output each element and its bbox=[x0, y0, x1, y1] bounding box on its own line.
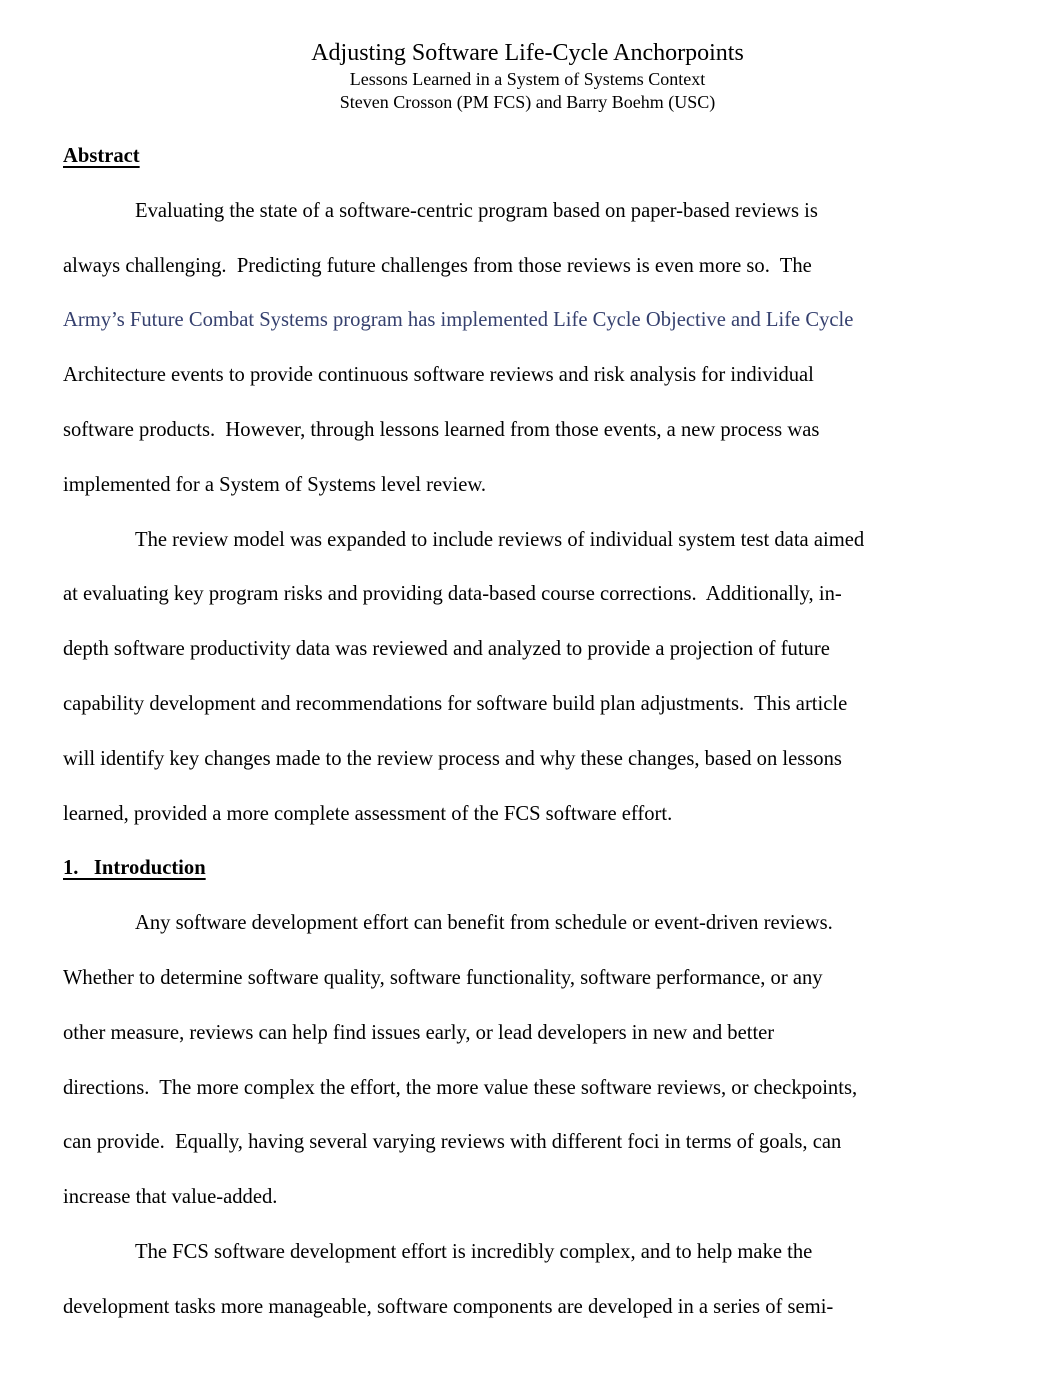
abstract-heading: Abstract bbox=[63, 145, 140, 167]
text-line: can provide. Equally, having several varying reviews with different foci in terms of goals, can bbox=[63, 1131, 842, 1154]
text-line: directions. The more complex the effort, the more value these software reviews, or checkpoints, bbox=[63, 1076, 858, 1099]
text-line: increase that value-added. bbox=[63, 1186, 278, 1209]
introduction-heading: 1. Introduction bbox=[63, 857, 206, 880]
document-title: Adjusting Software Life-Cycle Anchorpoints bbox=[311, 40, 744, 66]
text-line: learned, provided a more complete assessment of the FCS software effort. bbox=[63, 802, 673, 825]
text-line: capability development and recommendations for software build plan adjustments. This article bbox=[63, 692, 848, 715]
text-line: Architecture events to provide continuous software reviews and risk analysis for individual bbox=[63, 364, 814, 387]
text-line: Whether to determine software quality, software functionality, software performance, or any bbox=[63, 966, 823, 989]
text-line: at evaluating key program risks and providing data-based course corrections. Additionally, in- bbox=[63, 583, 842, 606]
text-line-highlighted: Army’s Future Combat Systems program has implemented Life Cycle Objective and Life Cycle bbox=[63, 309, 854, 332]
text-line: The FCS software development effort is incredibly complex, and to help make the bbox=[135, 1240, 813, 1263]
text-line: will identify key changes made to the review process and why these changes, based on lessons bbox=[63, 747, 842, 770]
text-line: always challenging. Predicting future challenges from those reviews is even more so. The bbox=[63, 254, 812, 277]
document-subtitle: Lessons Learned in a System of Systems Context bbox=[349, 69, 706, 89]
text-line: depth software productivity data was reviewed and analyzed to provide a projection of future bbox=[63, 638, 830, 661]
text-line: other measure, reviews can help find issues early, or lead developers in new and better bbox=[63, 1021, 775, 1044]
text-line: development tasks more manageable, software components are developed in a series of semi- bbox=[63, 1295, 834, 1318]
document-authors: Steven Crosson (PM FCS) and Barry Boehm (USC) bbox=[339, 92, 716, 112]
document-body bbox=[63, 129, 992, 1335]
text-line: The review model was expanded to include reviews of individual system test data aimed bbox=[135, 528, 865, 551]
text-line: Evaluating the state of a software-centric program based on paper-based reviews is bbox=[135, 199, 818, 222]
text-line: software products. However, through lessons learned from those events, a new process was bbox=[63, 418, 820, 441]
text-line: Any software development effort can benefit from schedule or event-driven reviews. bbox=[135, 912, 833, 935]
text-line: implemented for a System of Systems level review. bbox=[63, 473, 487, 496]
title-block bbox=[63, 38, 992, 114]
